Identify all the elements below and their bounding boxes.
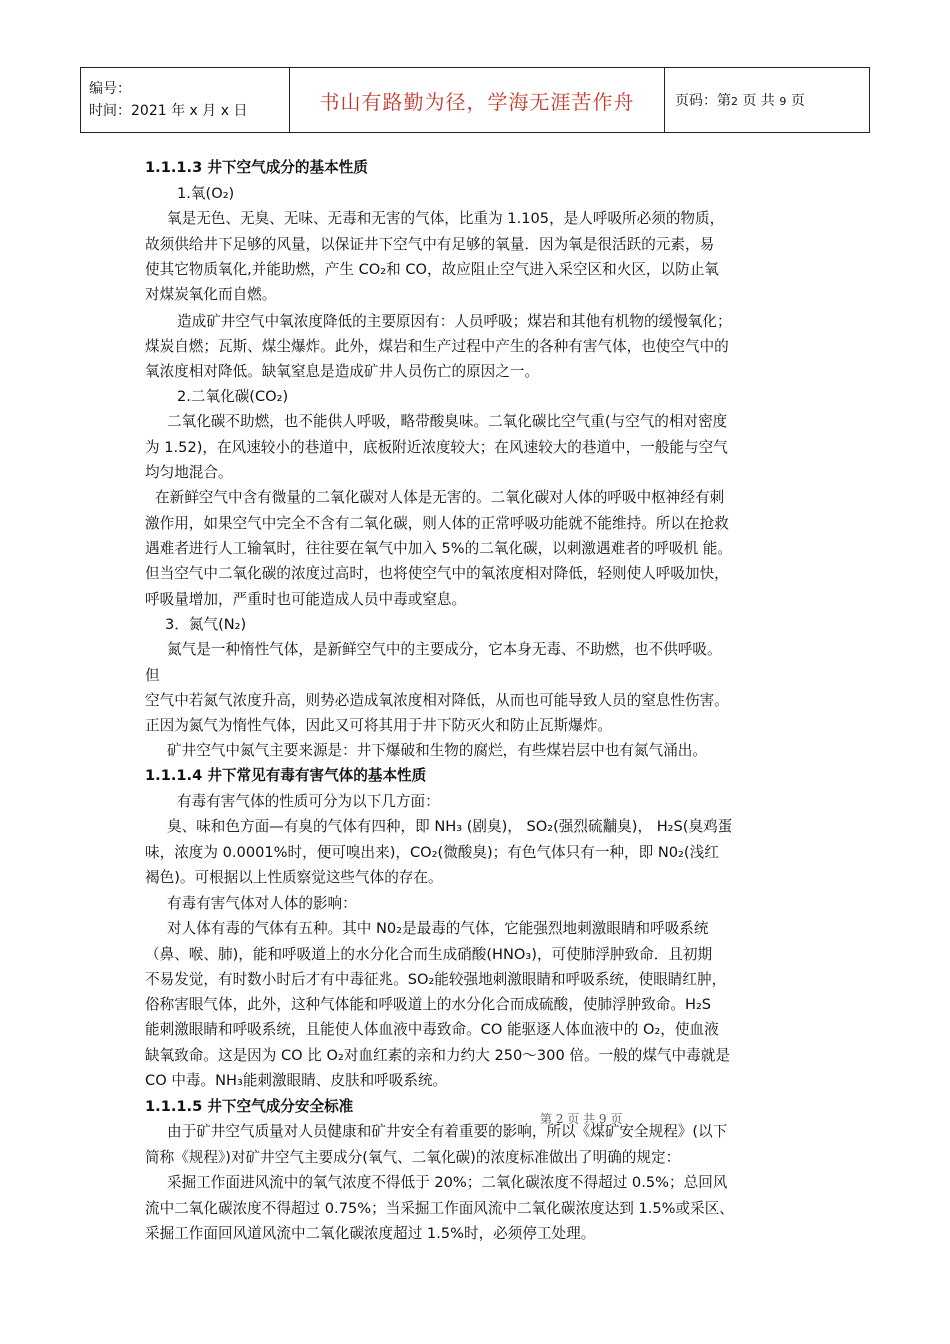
paragraph-line: 俗称害眼气体，此外，这种气体能和呼吸道上的水分化合而成硫酸，使肺浮肿致命。H₂S — [145, 996, 712, 1013]
paragraph-line: 有毒有害气体对人体的影响： — [167, 895, 357, 912]
paragraph-line: 褐色)。可根据以上性质察觉这些气体的存在。 — [145, 869, 443, 886]
page-suffix: 页 — [790, 93, 805, 109]
header-table — [80, 67, 870, 133]
paragraph-line: 流中二氧化碳浓度不得超过 0.75%；当采掘工作面风流中二氧化碳浓度达到 1.5%或采区、 — [145, 1200, 734, 1217]
paragraph-line: 遇难者进行人工输氧时，往往要在氧气中加入 5%的二氧化碳，以刺激遇难者的呼吸机 能。 — [145, 540, 732, 557]
paragraph-line: 味，浓度为 0.0001%时，便可嗅出来)，CO₂(微酸臭)；有色气体只有一种，即 N0₂(浅红 — [145, 844, 719, 861]
paragraph-line: 二氧化碳不助燃，也不能供人呼吸，略带酸臭味。二氧化碳比空气重(与空气的相对密度 — [167, 413, 728, 430]
paragraph-line: 不易发觉，有时数小时后才有中毒征兆。SO₂能较强地刺激眼睛和呼吸系统，使眼睛红肿， — [145, 971, 727, 988]
paragraph-line: 简称《规程》)对矿井空气主要成分(氧气、二氧化碳)的浓度标准做出了明确的规定： — [145, 1149, 681, 1166]
paragraph-line: （鼻、喉、肺)，能和呼吸道上的水分化合而生成硝酸(HNO₃)，可使肺浮肿致命．且初期 — [145, 946, 713, 963]
page-total-number: 9 — [779, 95, 787, 108]
paragraph-line: 但 — [145, 667, 160, 684]
section-heading-1-1-1-4: 1.1.1.4 井下常见有毒有害气体的基本性质 — [145, 767, 427, 784]
paragraph-line: 氧浓度相对降低。缺氧窒息是造成矿井人员伤亡的原因之一。 — [145, 363, 540, 380]
subheading-co2: 2.二氧化碳(CO₂) — [177, 388, 289, 405]
page-prefix: 页码：第 — [675, 93, 731, 109]
paragraph-line: 有毒有害气体的性质可分为以下几方面： — [177, 793, 440, 810]
paragraph-line: CO 中毒。NH₃能刺激眼睛、皮肤和呼吸系统。 — [145, 1072, 448, 1089]
paragraph-line: 煤炭自燃；瓦斯、煤尘爆炸。此外，煤岩和生产过程中产生的各种有害气体，也使空气中的 — [145, 338, 729, 355]
paragraph-line: 氮气是一种惰性气体，是新鲜空气中的主要成分，它本身无毒、不助燃，也不供呼吸。 — [167, 641, 722, 658]
paragraph-line: 矿井空气中氮气主要来源是：井下爆破和生物的腐烂，有些煤岩层中也有氮气涌出。 — [167, 742, 707, 759]
section-heading-1-1-1-3: 1.1.1.3 井下空气成分的基本性质 — [145, 159, 368, 176]
paragraph-line: 均匀地混合。 — [145, 464, 233, 481]
paragraph-line: 故须供给井下足够的风量，以保证井下空气中有足够的氧量．因为氧是很活跃的元素，易 — [145, 236, 715, 253]
paragraph-line: 激作用，如果空气中完全不含有二氧化碳，则人体的正常呼吸功能就不能维持。所以在抢救 — [145, 515, 729, 532]
paragraph-line: 缺氧致命。这是因为 CO 比 O₂对血红素的亲和力约大 250～300 倍。一般的煤气中毒就是 — [145, 1047, 730, 1064]
paragraph-line: 由于矿井空气质量对人员健康和矿井安全有着重要的影响，所以《煤矿安全规程》(以下 — [167, 1123, 728, 1140]
page-footer-mark: 第 2 页 共 9 页 — [540, 1112, 623, 1126]
paragraph-line: 为 1.52)，在风速较小的巷道中，底板附近浓度较大；在风速较大的巷道中，一般能与空气 — [145, 439, 728, 456]
page-mid: 页 共 — [742, 93, 775, 109]
paragraph-line: 呼吸量增加，严重时也可能造成人员中毒或窒息。 — [145, 591, 467, 608]
paragraph-line: 空气中若氮气浓度升高，则势必造成氧浓度相对降低，从而也可能导致人员的窒息性伤害。 — [145, 692, 729, 709]
paragraph-line: 造成矿井空气中氧浓度降低的主要原因有：人员呼吸；煤岩和其他有机物的缓慢氧化； — [177, 313, 732, 330]
document-number-label: 编号： — [89, 81, 131, 97]
header-page-indicator — [665, 68, 870, 133]
paragraph-line: 在新鲜空气中含有微量的二氧化碳对人体是无害的。二氧化碳对人体的呼吸中枢神经有刺 — [155, 489, 725, 506]
paragraph-line: 正因为氮气为惰性气体，因此又可将其用于井下防灭火和防止瓦斯爆炸。 — [145, 717, 613, 734]
page-current-number: 2 — [731, 95, 738, 108]
document-time-label: 时间：2021 年 x 月 x 日 — [89, 103, 248, 119]
paragraph-line: 氧是无色、无臭、无味、无毒和无害的气体，比重为 1.105，是人呼吸所必须的物质， — [167, 210, 725, 227]
paragraph-line: 能刺激眼睛和呼吸系统，且能使人体血液中毒致命。CO 能驱逐人体血液中的 O₂，使血液 — [145, 1021, 719, 1038]
section-heading-1-1-1-5: 1.1.1.5 井下空气成分安全标准 — [145, 1098, 354, 1115]
paragraph-line: 采掘工作面进风流中的氧气浓度不得低于 20%；二氧化碳浓度不得超过 0.5%；总回风 — [167, 1174, 728, 1191]
paragraph-line: 但当空气中二氧化碳的浓度过高时，也将使空气中的氧浓度相对降低，轻则使人呼吸加快， — [145, 565, 729, 582]
header-meta-cell — [81, 68, 290, 133]
subheading-nitrogen: 3．氮气(N₂) — [165, 616, 247, 633]
paragraph-line: 使其它物质氧化,并能助燃，产生 CO₂和 CO，故应阻止空气进入采空区和火区，以防止氧 — [145, 261, 719, 278]
paragraph-line: 对人体有毒的气体有五种。其中 N0₂是最毒的气体，它能强烈地刺激眼睛和呼吸系统 — [167, 920, 709, 937]
paragraph-line: 臭、味和色方面—有臭的气体有四种，即 NH₃ (剧臭)， SO₂(强烈硫黼臭)， H₂S(臭鸡蛋 — [167, 818, 733, 835]
paragraph-line: 对煤炭氧化而自燃。 — [145, 286, 277, 303]
header-motto: 书山有路勤为径，学海无涯苦作舟 — [290, 68, 665, 133]
paragraph-line: 采掘工作面回风道风流中二氧化碳浓度超过 1.5%时，必须停工处理。 — [145, 1225, 596, 1242]
subheading-oxygen: 1.氧(O₂) — [177, 185, 235, 202]
